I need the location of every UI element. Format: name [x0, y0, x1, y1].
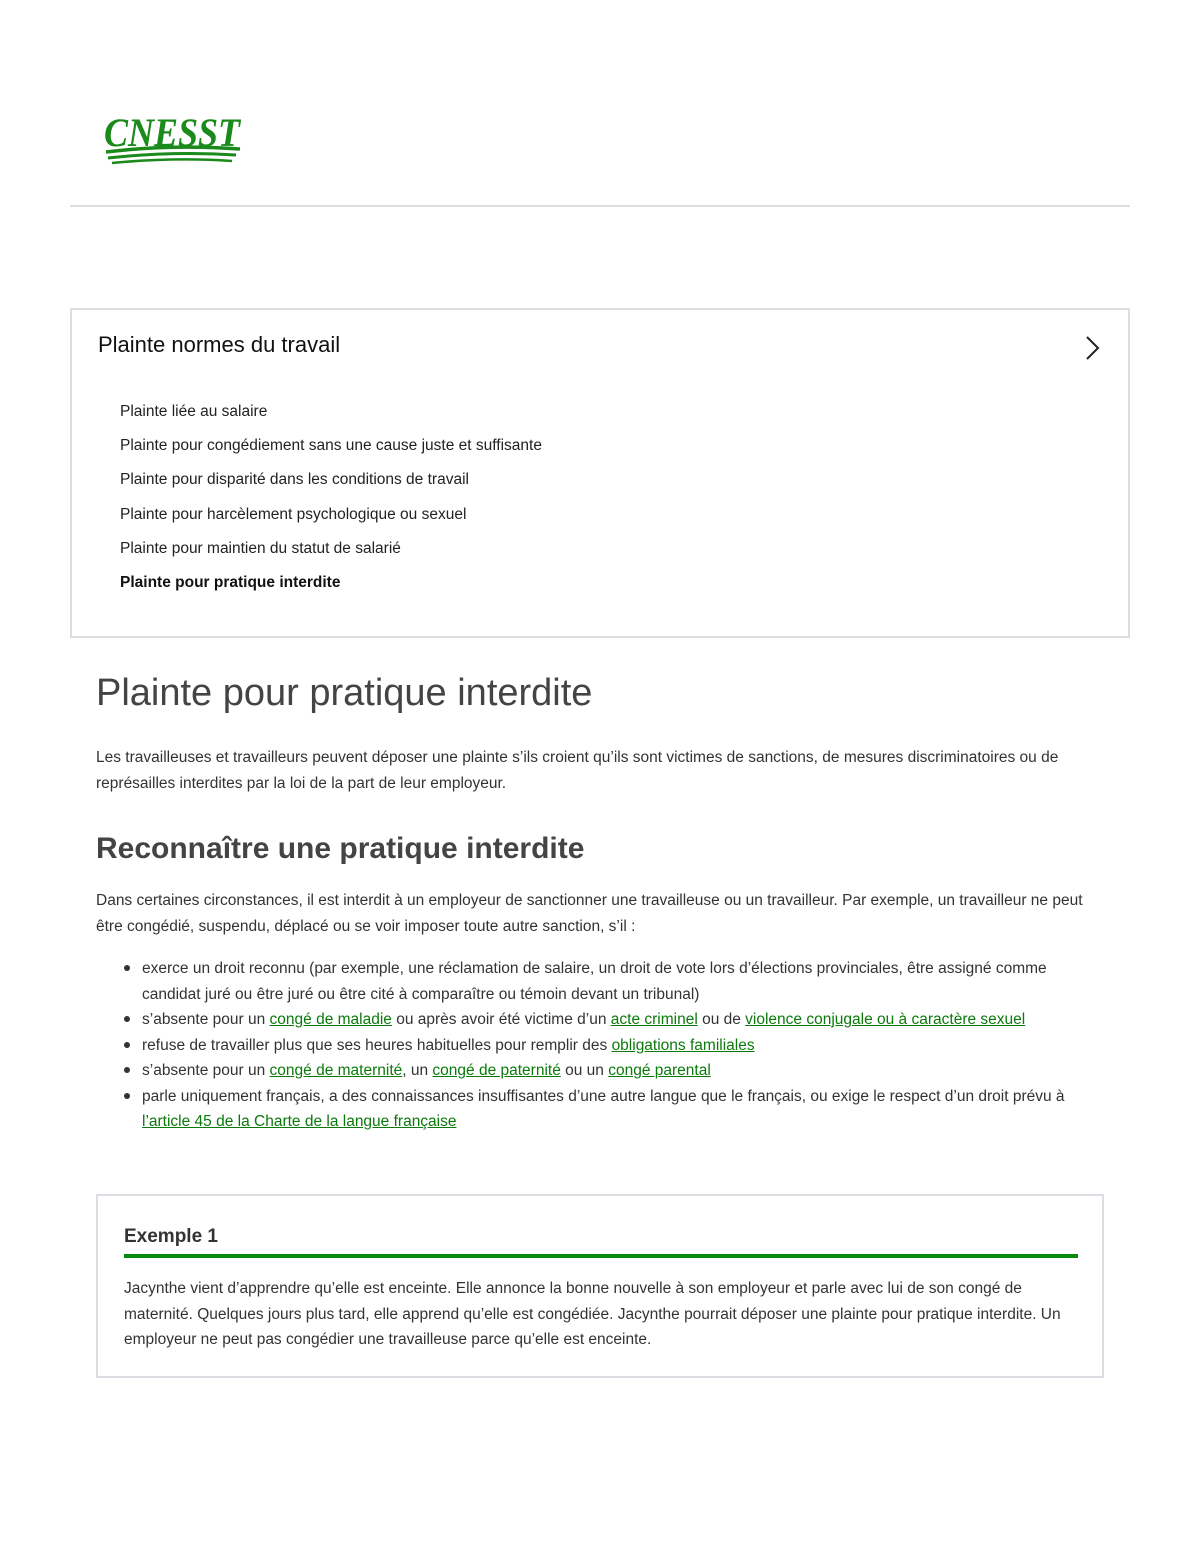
nav-title[interactable]: Plainte normes du travail: [98, 332, 341, 357]
list-item: [142, 956, 1102, 1007]
cnesst-logo-graphic: [102, 108, 244, 168]
nav-item-5[interactable]: Plainte pour maintien du statut de salarié: [120, 539, 401, 557]
inline-link[interactable]: congé de maternité: [269, 1062, 403, 1079]
inline-link[interactable]: congé de maladie: [269, 1011, 392, 1028]
list-item-text: ou de: [697, 1011, 746, 1028]
list-item-text: s’absente pour un: [142, 1011, 270, 1028]
nav-item-2[interactable]: Plainte pour congédiement sans une cause juste et suffisante: [120, 437, 542, 455]
list-item-text: refuse de travailler plus que ses heures habituelles pour remplir des: [142, 1036, 612, 1054]
inline-link[interactable]: congé parental: [608, 1062, 711, 1079]
list-item-text: ou un: [560, 1062, 609, 1079]
example-text: Jacynthe vient d’apprendre qu’elle est enceinte. Elle annonce la bonne nouvelle à son employeur et parle avec lui de son congé de maternité. Quelques jours plus tard, elle apprend qu’elle est congédiée. Jacynthe pourrait déposer une plainte pour pratique interdite. Un employeur ne peut pas congédier une travailleuse parce qu’elle est enceinte.: [124, 1280, 1061, 1348]
nav-item-1[interactable]: Plainte liée au salaire: [120, 403, 268, 420]
logo-wordmark: CNESST: [104, 110, 242, 155]
list-item: [142, 1007, 1102, 1033]
logo-swoosh-3: [112, 159, 232, 163]
inline-link[interactable]: obligations familiales: [611, 1036, 755, 1054]
nav-item-4[interactable]: Plainte pour harcèlement psychologique ou sexuel: [120, 505, 467, 523]
header-divider: [70, 205, 1130, 207]
example-title: Exemple 1: [124, 1226, 218, 1247]
list-item-text: exerce un droit reconnu (par exemple, une réclamation de salaire, un droit de vote lors d’élections provinciales, être assigné comme candidat juré ou être juré ou être cité à comparaître ou témoin devant un tribunal): [142, 960, 1047, 1003]
section-paragraph: Dans certaines circonstances, il est interdit à un employeur de sanctionner une travailleuse ou un travailleur. Par exemple, un travailleur ne peut être congédié, suspendu, déplacé ou se voir imposer toute autre sanction, s’il :: [96, 892, 1083, 935]
example-box: [96, 1194, 1104, 1378]
chevron-right-icon[interactable]: [1082, 334, 1102, 362]
list-item: [142, 1084, 1102, 1135]
prohibited-practices-list: [142, 956, 1102, 1135]
list-item-text: , un: [402, 1062, 433, 1079]
nav-item-6[interactable]: Plainte pour pratique interdite: [120, 573, 341, 591]
nav-item-3[interactable]: Plainte pour disparité dans les conditions de travail: [120, 471, 469, 489]
page-title: Plainte pour pratique interdite: [96, 672, 593, 714]
inline-link[interactable]: congé de paternité: [432, 1062, 561, 1079]
list-item-text: s’absente pour un: [142, 1062, 270, 1079]
nav-list: [120, 402, 542, 607]
list-item: [142, 1058, 1102, 1084]
cnesst-logo[interactable]: [102, 108, 244, 168]
example-accent-rule: [124, 1254, 1078, 1258]
intro-paragraph: Les travailleuses et travailleurs peuvent déposer une plainte s’ils croient qu’ils sont victimes de sanctions, de mesures discriminatoires ou de représailles interdites par la loi de la part de leur employeur.: [96, 749, 1059, 792]
section-navigation: [70, 308, 1130, 638]
inline-link[interactable]: violence conjugale ou à caractère sexuel: [745, 1011, 1026, 1028]
list-item-text: ou après avoir été victime d’un: [391, 1011, 611, 1028]
inline-link[interactable]: acte criminel: [610, 1011, 698, 1028]
list-item-text: parle uniquement français, a des connaissances insuffisantes d’une autre langue que le français, ou exige le respect d’un droit prévu à: [142, 1087, 1065, 1105]
list-item: [142, 1033, 1102, 1059]
section-title: Reconnaître une pratique interdite: [96, 832, 585, 865]
inline-link[interactable]: l’article 45 de la Charte de la langue française: [142, 1113, 457, 1130]
